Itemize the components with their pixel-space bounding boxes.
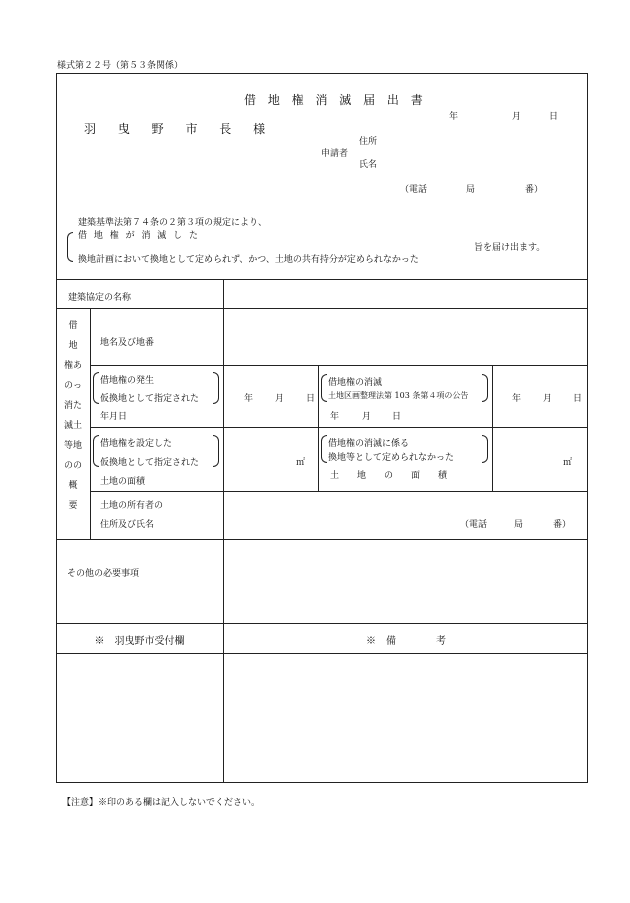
remarks-field[interactable] [224,654,587,782]
statement-ending: 旨を届け出ます。 [474,243,546,253]
other-items-field[interactable] [224,540,587,622]
name-label: 氏名 [359,160,378,170]
brace-right [213,435,219,467]
owner-label-line1: 土地の所有者の [100,501,164,511]
extinction-line1: 借地権の消滅 [328,378,383,388]
row-divider [90,365,588,366]
extinction-year[interactable]: 年 [330,412,340,422]
summary-vertical-label: 借 地 権あ のっ 消た 滅土 等地 のの 概 要 [63,321,82,511]
date-month[interactable]: 月 [512,112,522,122]
area-right-line1: 借地権の消滅に係る [328,439,410,449]
left-date-month[interactable]: 月 [275,394,285,404]
brace-right [482,374,488,402]
brace-left [321,374,327,402]
statement-option1: 借 地 権 が 消 滅 し た [78,231,201,241]
agreement-name-label: 建築協定の名称 [68,293,132,303]
extinction-line2: 土地区画整理法第 103 条第４項の公告 [328,391,469,400]
owner-field[interactable] [224,492,587,538]
occurrence-line3: 年月日 [100,412,128,422]
phone-close: 番） [525,185,544,195]
extinction-month[interactable]: 月 [362,412,372,422]
owner-phone-open: （電話 [460,520,488,530]
unit-m2-left: ㎡ [296,458,306,468]
addressee: 羽 曳 野 市 長 様 [84,122,275,136]
left-date-year[interactable]: 年 [244,394,254,404]
form-number: 様式第２２号（第５３条関係） [57,61,184,71]
statement-brace [67,232,73,262]
col-divider [90,308,91,539]
owner-label-line2: 住所及び氏名 [100,520,155,530]
col-divider [318,365,319,491]
area-left-line3: 土地の面積 [100,477,146,487]
agreement-name-field[interactable] [224,280,587,307]
owner-phone-close: 番） [553,520,572,530]
area-left-line1: 借地権を設定した [100,439,173,449]
date-year[interactable]: 年 [449,112,459,122]
area-left-line2: 仮換地として指定された [100,458,200,468]
applicant-label: 申請者 [321,149,349,159]
right-date-month[interactable]: 月 [543,394,553,404]
other-items-label: その他の必要事項 [67,569,140,579]
reception-header: ※ 羽曳野市受付欄 [94,636,185,647]
occurrence-line1: 借地権の発生 [100,376,155,386]
row-divider [90,427,588,428]
reception-field[interactable] [57,654,223,782]
area-right-line2: 換地等として定められなかった [328,453,455,463]
left-date-day[interactable]: 日 [306,394,316,404]
remarks-header: ※ 備 考 [366,636,446,647]
location-label: 地名及び地番 [100,338,155,348]
page-title: 借 地 権 消 滅 届 出 書 [244,93,427,107]
phone-station: 局 [466,185,476,195]
location-field[interactable] [224,309,587,364]
col-divider [492,365,493,491]
row-divider [56,623,588,624]
owner-phone-station: 局 [514,520,524,530]
statement-line1: 建築基準法第７４条の２第３項の規定により、 [78,218,268,228]
date-day[interactable]: 日 [549,112,559,122]
occurrence-line2: 仮換地として指定された [100,394,200,404]
brace-left [93,435,99,467]
right-date-day[interactable]: 日 [573,394,583,404]
brace-left [321,435,327,463]
statement-option2: 換地計画において換地として定められず、かつ、土地の共有持分が定められなかった [78,255,419,265]
note: 【注意】※印のある欄は記入しないでください。 [62,798,261,808]
unit-m2-right: ㎡ [563,458,573,468]
address-label: 住所 [359,137,378,147]
area-right-line3: 土 地 の 面 積 [330,471,448,481]
brace-right [213,372,219,404]
brace-right [482,435,488,463]
brace-left [93,372,99,404]
phone-open: （電話 [400,185,428,195]
right-date-year[interactable]: 年 [512,394,522,404]
extinction-day[interactable]: 日 [392,412,402,422]
